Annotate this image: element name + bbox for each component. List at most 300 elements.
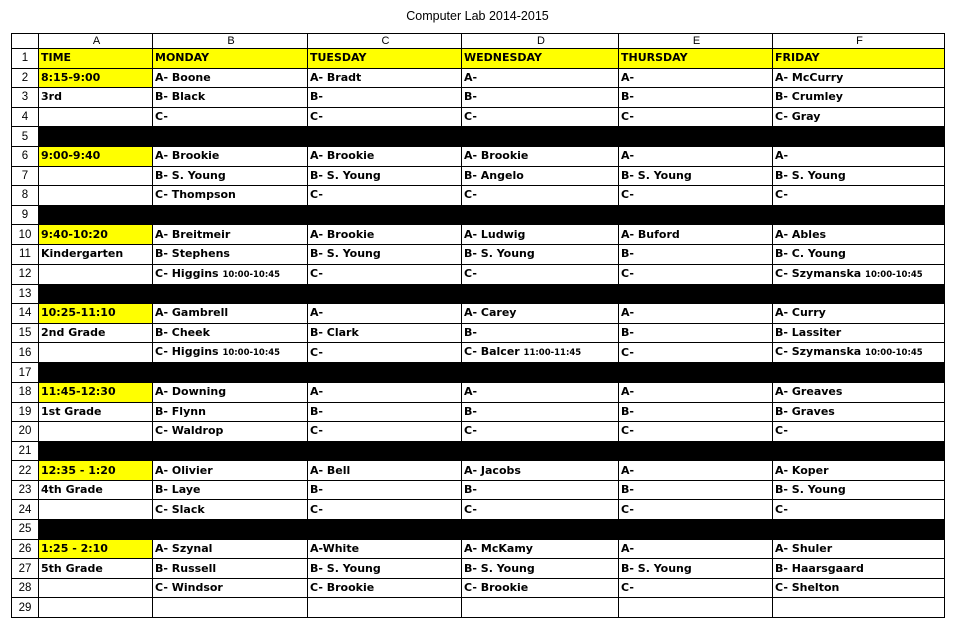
cell-text: B- Flynn [155, 404, 206, 418]
cell-d7[interactable] [462, 166, 619, 186]
table-row [12, 225, 945, 245]
cell-text: C- Balcer [464, 345, 524, 359]
cell-b8[interactable] [153, 186, 308, 206]
cell-c28[interactable] [308, 578, 462, 598]
cell-text: B- [464, 90, 477, 104]
cell-e15[interactable] [619, 323, 773, 343]
row-number[interactable]: 10 [12, 225, 39, 245]
separator-cell[interactable] [39, 205, 945, 225]
cell-d24[interactable] [462, 500, 619, 520]
table-row [12, 598, 945, 618]
cell-b24[interactable] [153, 500, 308, 520]
cell-f28[interactable] [773, 578, 945, 598]
cell-d19[interactable] [462, 402, 619, 422]
cell-c14[interactable] [308, 304, 462, 324]
cell-a24[interactable] [39, 500, 153, 520]
row-number[interactable]: 26 [12, 539, 39, 559]
cell-text: C- [310, 267, 323, 281]
cell-c1[interactable] [308, 49, 462, 69]
row-number[interactable]: 7 [12, 166, 39, 186]
cell-e23[interactable] [619, 480, 773, 500]
cell-f2[interactable] [773, 68, 945, 88]
cell-text: A- Bell [310, 463, 351, 477]
row-number[interactable]: 16 [12, 343, 39, 363]
cell-text: C- [621, 581, 634, 595]
table-row [12, 107, 945, 127]
cell-a15[interactable] [39, 323, 153, 343]
cell-f23[interactable] [773, 480, 945, 500]
cell-f14[interactable] [773, 304, 945, 324]
cell-e14[interactable] [619, 304, 773, 324]
cell-text: 1:25 - 2:10 [41, 541, 108, 555]
table-row [12, 382, 945, 402]
cell-text: C- Shelton [775, 581, 840, 595]
cell-d12[interactable] [462, 264, 619, 284]
row-number[interactable]: 17 [12, 363, 39, 383]
cell-text: A- Curry [775, 306, 826, 320]
table-row [12, 146, 945, 166]
cell-text: 11:45-12:30 [41, 385, 116, 399]
table-row [12, 402, 945, 422]
cell-b4[interactable] [153, 107, 308, 127]
cell-b26[interactable] [153, 539, 308, 559]
cell-d26[interactable] [462, 539, 619, 559]
cell-text: A- Breitmeir [155, 227, 231, 241]
cell-text: 10:25-11:10 [41, 306, 116, 320]
cell-e24[interactable] [619, 500, 773, 520]
separator-row [12, 520, 945, 540]
cell-e28[interactable] [619, 578, 773, 598]
cell-c11[interactable] [308, 244, 462, 264]
cell-f8[interactable] [773, 186, 945, 206]
cell-f20[interactable] [773, 422, 945, 442]
cell-time-note: 10:00-10:45 [865, 269, 923, 280]
cell-d23[interactable] [462, 480, 619, 500]
cell-f26[interactable] [773, 539, 945, 559]
cell-b28[interactable] [153, 578, 308, 598]
row-number[interactable]: 15 [12, 323, 39, 343]
cell-text: A- [310, 385, 324, 399]
cell-f16[interactable] [773, 343, 945, 363]
cell-text: B- Clark [310, 326, 359, 340]
column-header-d[interactable]: D [462, 34, 619, 49]
cell-text: C- Brookie [464, 581, 529, 595]
cell-text: C- Brookie [310, 581, 375, 595]
cell-b10[interactable] [153, 225, 308, 245]
row-number[interactable]: 23 [12, 480, 39, 500]
cell-text: B- Angelo [464, 168, 524, 182]
row-number[interactable]: 19 [12, 402, 39, 422]
cell-text: A- Brookie [310, 227, 375, 241]
row-number[interactable]: 25 [12, 520, 39, 540]
cell-f1[interactable] [773, 49, 945, 69]
cell-text: A- [621, 149, 635, 163]
cell-d11[interactable] [462, 244, 619, 264]
cell-c12[interactable] [308, 264, 462, 284]
cell-f15[interactable] [773, 323, 945, 343]
row-number[interactable]: 5 [12, 127, 39, 147]
cell-text: B- [464, 483, 477, 497]
row-number[interactable]: 24 [12, 500, 39, 520]
cell-a20[interactable] [39, 422, 153, 442]
column-header-c[interactable]: C [308, 34, 462, 49]
cell-text: Kindergarten [41, 247, 124, 261]
row-number[interactable]: 6 [12, 146, 39, 166]
cell-text: A- Jacobs [464, 463, 521, 477]
cell-c26[interactable] [308, 539, 462, 559]
cell-a8[interactable] [39, 186, 153, 206]
cell-d15[interactable] [462, 323, 619, 343]
cell-b1[interactable] [153, 49, 308, 69]
cell-text: C- Higgins [155, 345, 223, 359]
cell-text: A- McKamy [464, 541, 533, 555]
row-number[interactable]: 21 [12, 441, 39, 461]
cell-d14[interactable] [462, 304, 619, 324]
cell-d28[interactable] [462, 578, 619, 598]
cell-d27[interactable] [462, 559, 619, 579]
cell-a7[interactable] [39, 166, 153, 186]
cell-a10[interactable] [39, 225, 153, 245]
cell-a16[interactable] [39, 343, 153, 363]
cell-a14[interactable] [39, 304, 153, 324]
cell-text: 1st Grade [41, 404, 102, 418]
cell-e19[interactable] [619, 402, 773, 422]
table-row [12, 578, 945, 598]
cell-d8[interactable] [462, 186, 619, 206]
cell-text: C- [310, 424, 323, 438]
cell-text: A- Ables [775, 227, 827, 241]
row-number[interactable]: 11 [12, 244, 39, 264]
cell-d20[interactable] [462, 422, 619, 442]
cell-f3[interactable] [773, 88, 945, 108]
row-number[interactable]: 2 [12, 68, 39, 88]
row-number[interactable]: 20 [12, 422, 39, 442]
corner-cell[interactable] [12, 34, 39, 49]
cell-d6[interactable] [462, 146, 619, 166]
cell-f29[interactable] [773, 598, 945, 618]
table-row [12, 559, 945, 579]
cell-b2[interactable] [153, 68, 308, 88]
cell-f7[interactable] [773, 166, 945, 186]
cell-f4[interactable] [773, 107, 945, 127]
cell-f12[interactable] [773, 264, 945, 284]
cell-text: C- Szymanska [775, 266, 866, 280]
cell-text: B- S. Young [464, 561, 535, 575]
cell-c4[interactable] [308, 107, 462, 127]
cell-e20[interactable] [619, 422, 773, 442]
cell-text: A- [310, 306, 324, 320]
table-row [12, 166, 945, 186]
cell-f18[interactable] [773, 382, 945, 402]
cell-text: A-White [310, 541, 360, 555]
row-number[interactable]: 4 [12, 107, 39, 127]
cell-text: 8:15-9:00 [41, 70, 101, 84]
table-row [12, 68, 945, 88]
column-header-b[interactable]: B [153, 34, 308, 49]
cell-text: A- [621, 306, 635, 320]
cell-e22[interactable] [619, 461, 773, 481]
column-header-e[interactable]: E [619, 34, 773, 49]
cell-c24[interactable] [308, 500, 462, 520]
cell-text: C- [775, 502, 788, 516]
cell-f11[interactable] [773, 244, 945, 264]
cell-text: TIME [41, 51, 72, 65]
cell-a3[interactable] [39, 88, 153, 108]
cell-text: C- [621, 267, 634, 281]
cell-a11[interactable] [39, 244, 153, 264]
cell-a19[interactable] [39, 402, 153, 422]
cell-e27[interactable] [619, 559, 773, 579]
table-row [12, 480, 945, 500]
cell-f19[interactable] [773, 402, 945, 422]
cell-text: B- S. Young [310, 247, 381, 261]
cell-text: C- [464, 424, 477, 438]
row-number[interactable]: 9 [12, 205, 39, 225]
cell-text: C- Higgins [155, 266, 223, 280]
cell-d22[interactable] [462, 461, 619, 481]
cell-c22[interactable] [308, 461, 462, 481]
cell-b15[interactable] [153, 323, 308, 343]
cell-text: 9:00-9:40 [41, 149, 101, 163]
cell-a4[interactable] [39, 107, 153, 127]
cell-e2[interactable] [619, 68, 773, 88]
cell-text: B- Graves [775, 404, 835, 418]
cell-d3[interactable] [462, 88, 619, 108]
cell-c18[interactable] [308, 382, 462, 402]
cell-text: B- S. Young [464, 247, 535, 261]
cell-b7[interactable] [153, 166, 308, 186]
cell-b6[interactable] [153, 146, 308, 166]
cell-a2[interactable] [39, 68, 153, 88]
cell-f24[interactable] [773, 500, 945, 520]
cell-text: A- Bradt [310, 70, 362, 84]
cell-b12[interactable] [153, 264, 308, 284]
cell-text: B- [621, 90, 634, 104]
table-row [12, 461, 945, 481]
cell-c6[interactable] [308, 146, 462, 166]
cell-f22[interactable] [773, 461, 945, 481]
separator-row [12, 441, 945, 461]
page-title: Computer Lab 2014-2015 [406, 9, 549, 23]
cell-text: A- Carey [464, 306, 517, 320]
cell-c27[interactable] [308, 559, 462, 579]
cell-a22[interactable] [39, 461, 153, 481]
cell-text: A- Downing [155, 385, 227, 399]
cell-text: C- Waldrop [155, 424, 224, 438]
cell-text: B- [310, 90, 323, 104]
cell-b19[interactable] [153, 402, 308, 422]
cell-text: A- [621, 463, 635, 477]
cell-b18[interactable] [153, 382, 308, 402]
cell-text: B- S. Young [775, 483, 846, 497]
cell-e16[interactable] [619, 343, 773, 363]
cell-text: C- [464, 110, 477, 124]
cell-a23[interactable] [39, 480, 153, 500]
cell-text: B- Cheek [155, 326, 210, 340]
table-row [12, 304, 945, 324]
cell-e6[interactable] [619, 146, 773, 166]
cell-text: A- [621, 385, 635, 399]
cell-b23[interactable] [153, 480, 308, 500]
cell-text: B- Russell [155, 561, 217, 575]
cell-text: 9:40-10:20 [41, 227, 108, 241]
cell-text: A- Buford [621, 227, 680, 241]
cell-time-note: 10:00-10:45 [222, 269, 281, 280]
cell-a29[interactable] [39, 598, 153, 618]
cell-e11[interactable] [619, 244, 773, 264]
cell-text: C- [464, 502, 477, 516]
cell-text: C- [621, 110, 634, 124]
spreadsheet-grid [11, 33, 945, 618]
cell-text: B- [621, 247, 634, 261]
cell-d18[interactable] [462, 382, 619, 402]
cell-text: B- Lassiter [775, 326, 842, 340]
cell-text: B- [464, 326, 477, 340]
cell-c20[interactable] [308, 422, 462, 442]
cell-text: 5th Grade [41, 561, 103, 575]
cell-c23[interactable] [308, 480, 462, 500]
cell-text: A- Greaves [775, 385, 843, 399]
cell-f6[interactable] [773, 146, 945, 166]
cell-text: B- [310, 483, 323, 497]
row-number[interactable]: 14 [12, 304, 39, 324]
cell-e26[interactable] [619, 539, 773, 559]
row-number[interactable]: 13 [12, 284, 39, 304]
column-header-a[interactable]: A [39, 34, 153, 49]
cell-text: TUESDAY [310, 51, 367, 65]
cell-text: A- Brookie [310, 149, 375, 163]
cell-b20[interactable] [153, 422, 308, 442]
cell-text: A- [621, 541, 635, 555]
row-number[interactable]: 27 [12, 559, 39, 579]
cell-b29[interactable] [153, 598, 308, 618]
cell-e7[interactable] [619, 166, 773, 186]
cell-d2[interactable] [462, 68, 619, 88]
cell-d4[interactable] [462, 107, 619, 127]
cell-d10[interactable] [462, 225, 619, 245]
cell-text: C- Szymanska [775, 345, 866, 359]
cell-c19[interactable] [308, 402, 462, 422]
cell-d16[interactable] [462, 343, 619, 363]
separator-cell[interactable] [39, 441, 945, 461]
cell-e3[interactable] [619, 88, 773, 108]
cell-e18[interactable] [619, 382, 773, 402]
table-row [12, 539, 945, 559]
table-row [12, 244, 945, 264]
cell-c8[interactable] [308, 186, 462, 206]
cell-b3[interactable] [153, 88, 308, 108]
cell-text: B- C. Young [775, 247, 846, 261]
cell-a6[interactable] [39, 146, 153, 166]
cell-text: THURSDAY [621, 51, 688, 65]
cell-text: B- S. Young [310, 168, 381, 182]
cell-text: C- [310, 188, 323, 202]
cell-e12[interactable] [619, 264, 773, 284]
cell-f27[interactable] [773, 559, 945, 579]
separator-row [12, 284, 945, 304]
cell-d29[interactable] [462, 598, 619, 618]
cell-text: C- [621, 424, 634, 438]
separator-cell[interactable] [39, 284, 945, 304]
cell-b11[interactable] [153, 244, 308, 264]
cell-a1[interactable] [39, 49, 153, 69]
cell-text: 4th Grade [41, 483, 103, 497]
cell-text: C- [621, 502, 634, 516]
cell-text: B- Stephens [155, 247, 230, 261]
row-number[interactable]: 12 [12, 264, 39, 284]
separator-cell[interactable] [39, 363, 945, 383]
cell-text: B- S. Young [310, 561, 381, 575]
row-number[interactable]: 1 [12, 49, 39, 69]
cell-b27[interactable] [153, 559, 308, 579]
row-number[interactable]: 22 [12, 461, 39, 481]
cell-e8[interactable] [619, 186, 773, 206]
cell-a27[interactable] [39, 559, 153, 579]
cell-text: B- Laye [155, 483, 201, 497]
cell-text: FRIDAY [775, 51, 820, 65]
cell-b14[interactable] [153, 304, 308, 324]
cell-text: C- [621, 345, 634, 359]
cell-e10[interactable] [619, 225, 773, 245]
row-number[interactable]: 29 [12, 598, 39, 618]
cell-c3[interactable] [308, 88, 462, 108]
cell-c7[interactable] [308, 166, 462, 186]
row-number[interactable]: 3 [12, 88, 39, 108]
cell-f10[interactable] [773, 225, 945, 245]
row-number[interactable]: 8 [12, 186, 39, 206]
cell-text: B- S. Young [621, 168, 692, 182]
cell-a18[interactable] [39, 382, 153, 402]
table-row [12, 88, 945, 108]
cell-a28[interactable] [39, 578, 153, 598]
cell-c10[interactable] [308, 225, 462, 245]
cell-text: B- [464, 404, 477, 418]
table-row [12, 264, 945, 284]
cell-e4[interactable] [619, 107, 773, 127]
cell-text: C- [464, 188, 477, 202]
column-header-row [12, 34, 945, 49]
cell-c29[interactable] [308, 598, 462, 618]
cell-text: B- [310, 404, 323, 418]
row-number[interactable]: 28 [12, 578, 39, 598]
cell-text: A- Szynal [155, 541, 213, 555]
cell-text: B- S. Young [621, 561, 692, 575]
cell-b22[interactable] [153, 461, 308, 481]
cell-text: A- Shuler [775, 541, 833, 555]
cell-text: B- Black [155, 90, 206, 104]
cell-e1[interactable] [619, 49, 773, 69]
cell-time-note: 11:00-11:45 [523, 348, 582, 359]
cell-e29[interactable] [619, 598, 773, 618]
cell-text: B- [621, 326, 634, 340]
cell-a26[interactable] [39, 539, 153, 559]
separator-cell[interactable] [39, 127, 945, 147]
cell-text: C- Thompson [155, 188, 236, 202]
separator-cell[interactable] [39, 520, 945, 540]
column-header-f[interactable]: F [773, 34, 945, 49]
row-number[interactable]: 18 [12, 382, 39, 402]
cell-text: C- [464, 267, 477, 281]
cell-text: 2nd Grade [41, 326, 106, 340]
cell-c15[interactable] [308, 323, 462, 343]
cell-c2[interactable] [308, 68, 462, 88]
cell-c16[interactable] [308, 343, 462, 363]
cell-text: B- S. Young [155, 168, 226, 182]
cell-d1[interactable] [462, 49, 619, 69]
cell-b16[interactable] [153, 343, 308, 363]
cell-text: C- [775, 424, 788, 438]
cell-a12[interactable] [39, 264, 153, 284]
